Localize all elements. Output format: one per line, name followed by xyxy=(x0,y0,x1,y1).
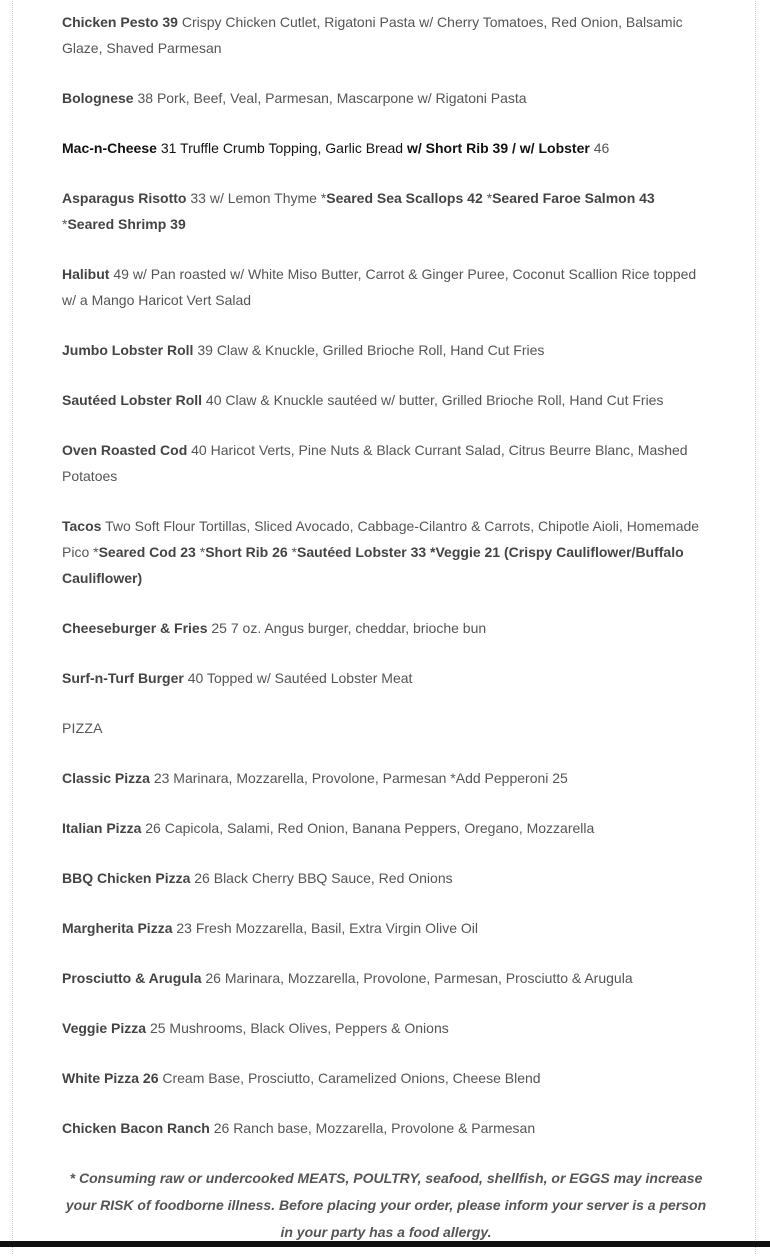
menu-item-chicken-pesto xyxy=(62,9,710,61)
item-description: Truffle Crumb Topping, Garlic Bread xyxy=(180,140,404,156)
item-price: 40 xyxy=(205,392,222,408)
item-option-salmon: Seared Faroe Salmon 43 xyxy=(492,190,655,206)
item-price: 49 xyxy=(113,266,129,282)
item-price: 38 xyxy=(137,90,154,106)
menu-item-mac-n-cheese xyxy=(62,135,710,161)
menu-item-jumbo-lobster-roll xyxy=(62,337,710,363)
item-price: 39 xyxy=(197,342,213,358)
item-price: 40 xyxy=(187,670,204,686)
menu-item-oven-roasted-cod xyxy=(62,437,710,489)
item-option-shrimp: Seared Shrimp 39 xyxy=(67,216,186,232)
item-price: 39 xyxy=(162,14,178,30)
menu-item-asparagus-risotto: Asparagus Risotto 33 w/ Lemon Thyme *Seared Sea Scallops 42 *Seared Faroe Salmon 43 *Seared Shrimp 39 xyxy=(62,190,655,232)
pizza-description: Ranch base, Mozzarella, Provolone & Parmesan xyxy=(233,1120,536,1136)
menu-item-sauteed-lobster-roll xyxy=(62,387,710,413)
pizza-prosciutto-arugula xyxy=(62,965,710,991)
item-option-seared-cod: Seared Cod 23 xyxy=(98,544,196,560)
item-name: Tacos xyxy=(62,518,102,534)
pizza-veggie xyxy=(62,1015,710,1041)
item-addon-lobster: w/ Lobster xyxy=(519,140,590,156)
item-description: Two Soft Flour Tortillas, Sliced Avocado, Cabbage-Cilantro & Carrots, Chipotle Aioli, Homemade Pico * xyxy=(62,518,700,560)
bottom-bar xyxy=(0,1241,770,1247)
pizza-name: Italian Pizza xyxy=(62,820,142,836)
item-price: 31 xyxy=(160,140,177,156)
pizza-price: 23 xyxy=(153,770,170,786)
item-name: Halibut xyxy=(62,266,110,282)
item-price: 25 xyxy=(211,620,227,636)
pizza-price: 26 xyxy=(213,1120,230,1136)
pizza-chicken-bacon-ranch xyxy=(62,1115,710,1141)
pizza-italian xyxy=(62,815,710,841)
pizza-name: Margherita Pizza xyxy=(62,920,173,936)
item-name: Jumbo Lobster Roll xyxy=(62,342,194,358)
item-addon-separator: / xyxy=(512,140,516,156)
item-name: Sautéed Lobster Roll xyxy=(62,392,203,408)
pizza-price: 25 xyxy=(149,1020,166,1036)
menu-item-bolognese xyxy=(62,85,710,111)
item-price: 33 xyxy=(190,190,206,206)
item-name: Chicken Pesto xyxy=(62,14,159,30)
pizza-description: Marinara, Mozzarella, Provolone, Parmesan *Add Pepperoni 25 xyxy=(173,770,568,786)
menu-item-cheeseburger xyxy=(62,615,710,641)
menu-item-halibut xyxy=(62,261,710,313)
item-description: w/ Lemon Thyme * xyxy=(209,190,327,206)
item-description: Claw & Knuckle, Grilled Brioche Roll, Hand Cut Fries xyxy=(216,342,545,358)
item-description: 7 oz. Angus burger, cheddar, brioche bun xyxy=(230,620,487,636)
item-description: Topped w/ Sautéed Lobster Meat xyxy=(206,670,413,686)
pizza-description: Marinara, Mozzarella, Provolone, Parmesan, Prosciutto & Arugula xyxy=(224,970,633,986)
pizza-description: Capicola, Salami, Red Onion, Banana Peppers, Oregano, Mozzarella xyxy=(164,820,595,836)
pizza-description: Black Cherry BBQ Sauce, Red Onions xyxy=(213,870,453,886)
pizza-description: Fresh Mozzarella, Basil, Extra Virgin Olive Oil xyxy=(195,920,479,936)
pizza-name: Prosciutto & Arugula xyxy=(62,970,202,986)
pizza-price: 26 xyxy=(142,1070,159,1086)
pizza-price: 26 xyxy=(205,970,221,986)
pizza-name: Chicken Bacon Ranch xyxy=(62,1120,210,1136)
menu-item-surf-n-turf xyxy=(62,665,710,691)
pizza-price: 26 xyxy=(145,820,161,836)
item-name: Bolognese xyxy=(62,90,134,106)
pizza-classic xyxy=(62,765,710,791)
menu-content xyxy=(62,9,710,1260)
pizza-bbq-chicken xyxy=(62,865,710,891)
item-description: Pork, Beef, Veal, Parmesan, Mascarpone w/ Rigatoni Pasta xyxy=(156,90,527,106)
item-name: Cheeseburger & Fries xyxy=(62,620,208,636)
item-option-lobster-veggie: Sautéed Lobster 33 *Veggie 21 (Crispy Cauliflower/Buffalo Cauliflower) xyxy=(62,544,684,586)
item-description: Crispy Chicken Cutlet, Rigatoni Pasta w/ Cherry Tomatoes, Red Onion, Balsamic Glaze, Shaved Parmesan xyxy=(62,14,683,56)
item-description: Haricot Verts, Pine Nuts & Black Currant Salad, Citrus Beurre Blanc, Mashed Potatoes xyxy=(62,442,688,484)
item-addon-lobster-price: 46 xyxy=(593,140,610,156)
pizza-margherita xyxy=(62,915,710,941)
item-option-short-rib: Short Rib 26 xyxy=(205,544,288,560)
pizza-white xyxy=(62,1065,710,1091)
pizza-description: Mushrooms, Black Olives, Peppers & Onions xyxy=(169,1020,449,1036)
section-heading-pizza: PIZZA xyxy=(62,720,103,736)
allergy-disclaimer: * Consuming raw or undercooked MEATS, POULTRY, seafood, shellfish, or EGGS may increase your RISK of foodborne illness. Before placing your order, please inform your server is a person in your party has a food allergy. xyxy=(65,1170,707,1240)
pizza-description: Cream Base, Prosciutto, Caramelized Onions, Cheese Blend xyxy=(162,1070,541,1086)
item-name: Oven Roasted Cod xyxy=(62,442,188,458)
pizza-name: BBQ Chicken Pizza xyxy=(62,870,191,886)
item-name: Asparagus Risotto xyxy=(62,190,187,206)
item-name: Mac-n-Cheese xyxy=(62,140,157,156)
pizza-name: White Pizza xyxy=(62,1070,140,1086)
item-name: Surf-n-Turf Burger xyxy=(62,670,184,686)
pizza-price: 23 xyxy=(176,920,192,936)
item-description: Claw & Knuckle sautéed w/ butter, Grilled Brioche Roll, Hand Cut Fries xyxy=(225,392,664,408)
item-price: 40 xyxy=(191,442,207,458)
pizza-name: Classic Pizza xyxy=(62,770,150,786)
item-option-scallops: Seared Sea Scallops 42 xyxy=(326,190,483,206)
item-addon-short-rib: w/ Short Rib 39 xyxy=(407,140,509,156)
pizza-name: Veggie Pizza xyxy=(62,1020,147,1036)
menu-item-tacos: Tacos Two Soft Flour Tortillas, Sliced Avocado, Cabbage-Cilantro & Carrots, Chipotle Aioli, Homemade Pico *Seared Cod 23 *Short Rib 26 *Sautéed Lobster 33 *Veggie 21 (Crispy Cauliflower/Buffalo Cauliflower) xyxy=(62,518,700,586)
item-description: w/ Pan roasted w/ White Miso Butter, Carrot & Ginger Puree, Coconut Scallion Rice topped w/ a Mango Haricot Vert Salad xyxy=(62,266,697,308)
pizza-price: 26 xyxy=(194,870,210,886)
